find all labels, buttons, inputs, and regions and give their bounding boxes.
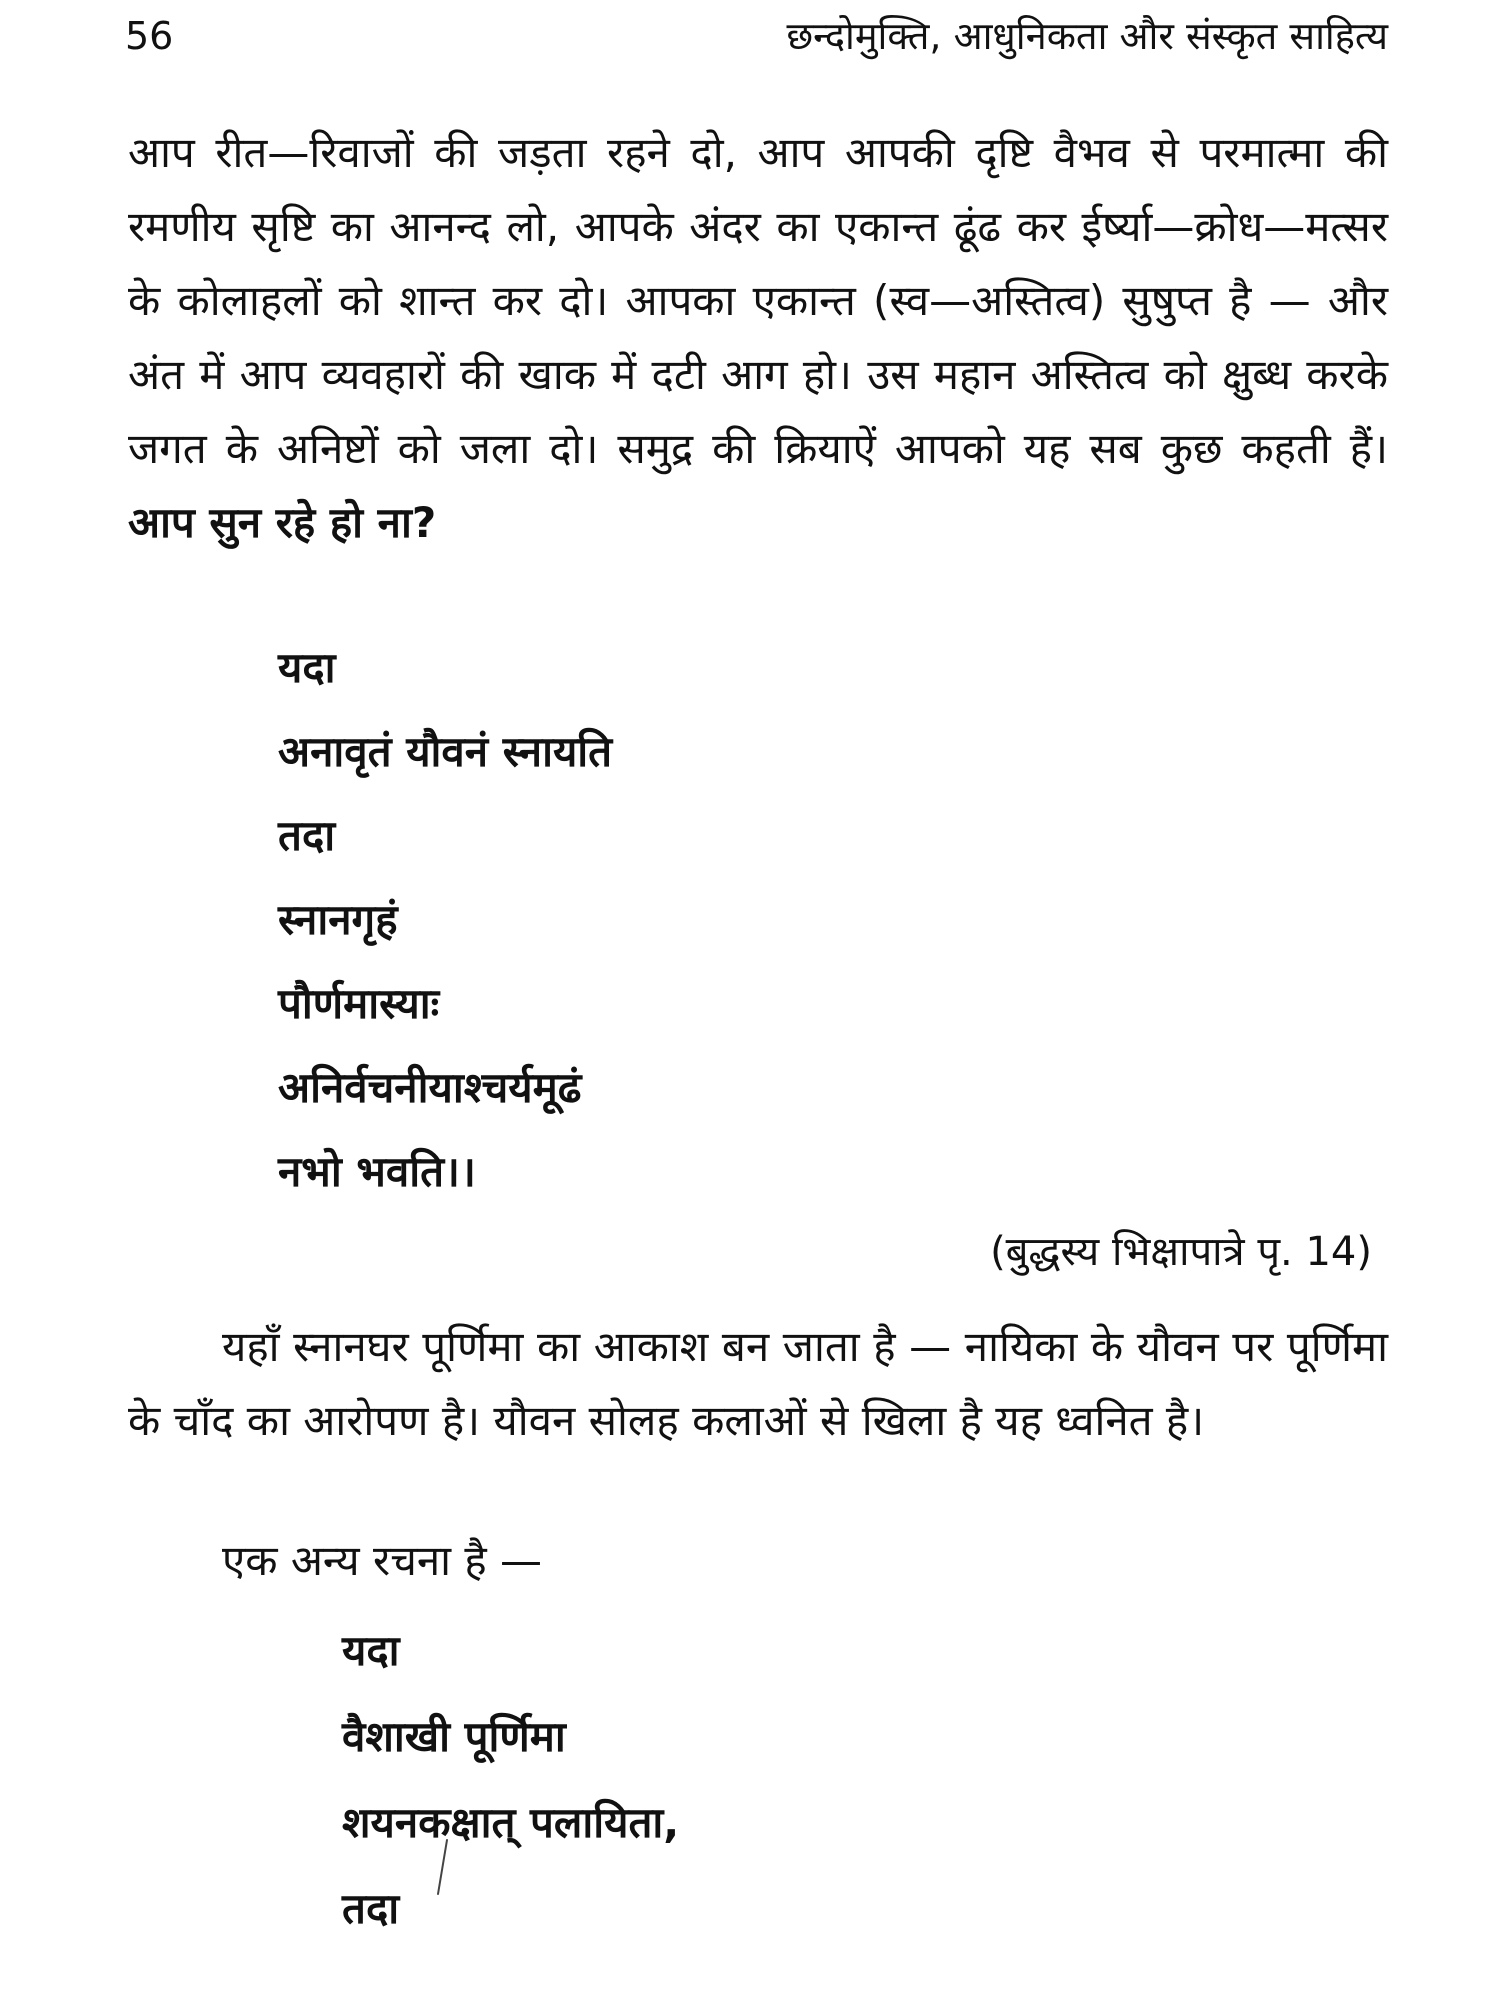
paragraph-2: यहाँ स्नानघर पूर्णिमा का आकाश बन जाता है — नायिका के यौवन पर पूर्णिमा के चाँद का आरोपण है। यौवन सोलह कलाओं से खिला है यह ध्वनित है।	[128, 1322, 1388, 1445]
paragraph-1-bold-question: आप सुन रहे हो ना?	[128, 498, 437, 547]
verse-2-line: तदा	[342, 1884, 400, 1933]
page-number: 56	[125, 14, 174, 58]
paragraph-1	[128, 116, 1388, 560]
verse-1-line: स्नानगृहं	[278, 895, 398, 944]
paragraph-3: एक अन्य रचना है —	[222, 1536, 543, 1585]
verse-1-line: तदा	[278, 811, 336, 860]
paragraph-1-text: आप रीत—रिवाजों की जड़ता रहने दो, आप आपकी दृष्टि वैभव से परमात्मा की रमणीय सृष्टि का आनन्द लो, आपके अंदर का एकान्त ढूंढ कर ईर्ष्या—क्रोध—मत्सर के कोलाहलों को शान्त कर दो। आपका एकान्त (स्व—अस्तित्व) सुषुप्त है — और अंत में आप व्यवहारों की खाक में दटी आग हो। उस महान अस्तित्व को क्षुब्ध करके जगत के अनिष्टों को जला दो। समुद्र की क्रियाऐं आपको यह सब कुछ कहती हैं।	[128, 128, 1388, 473]
verse-1-line: नभो भवति।।	[278, 1147, 476, 1196]
verse-1	[278, 626, 612, 1214]
verse-1-line: यदा	[278, 643, 336, 692]
verse-2-line: यदा	[342, 1626, 400, 1675]
running-title: छन्दोमुक्ति, आधुनिकता और संस्कृत साहित्य	[786, 14, 1388, 58]
citation: (बुद्धस्य भिक्षापात्रे पृ. 14)	[990, 1229, 1372, 1275]
verse-2-line: शयनकक्षात् पलायिता,	[342, 1798, 680, 1847]
verse-1-line: अनावृतं यौवनं स्नायति	[278, 727, 613, 776]
verse-2	[342, 1608, 679, 1952]
pen-stroke-mark	[432, 1838, 452, 1898]
verse-2-line: वैशाखी पूर्णिमा	[342, 1712, 566, 1761]
verse-1-line: पौर्णमास्याः	[278, 979, 440, 1028]
verse-1-line: अनिर्वचनीयाश्चर्यमूढं	[278, 1063, 582, 1112]
